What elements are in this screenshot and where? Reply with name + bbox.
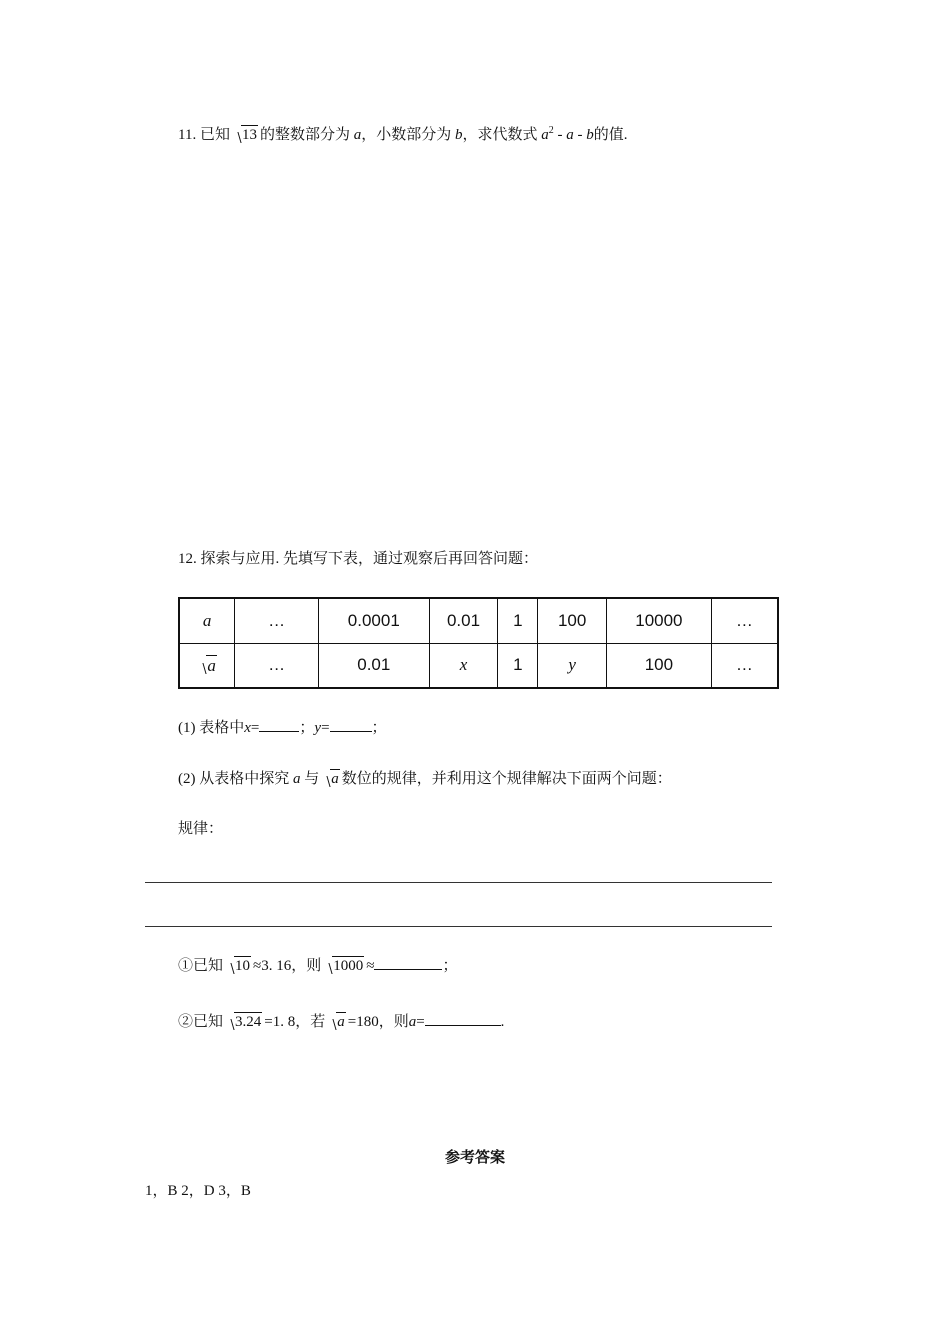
- table-cell: 0.01: [318, 643, 429, 688]
- table-cell-sqrt-a-label: [179, 643, 235, 688]
- table-cell: 1: [498, 643, 538, 688]
- sqrt-3-24: 3.24: [225, 1011, 262, 1033]
- sqrt-a: a: [197, 655, 217, 676]
- table-cell: 1: [498, 598, 538, 643]
- q11-number: 11. 已知: [178, 127, 230, 143]
- answer-blank-y[interactable]: [330, 717, 372, 732]
- table-cell: …: [711, 598, 778, 643]
- rule-answer-line-1[interactable]: [145, 882, 772, 883]
- table-cell: …: [235, 598, 319, 643]
- table-cell: 10000: [607, 598, 712, 643]
- answer-blank-x[interactable]: [259, 717, 299, 732]
- answers-title: 参考答案: [444, 1150, 505, 1166]
- sqrt-13: 13: [232, 124, 258, 146]
- table-cell: …: [235, 643, 319, 688]
- sqrt-1000: 1000: [323, 955, 364, 977]
- table-cell: …: [711, 643, 778, 688]
- answer-blank-a[interactable]: [425, 1011, 501, 1026]
- table-cell: 0.0001: [318, 598, 429, 643]
- sub-question-2: ②已知 3.24 =1. 8，若 a =180，则a= .: [178, 1011, 504, 1033]
- table-cell: 0.01: [429, 598, 498, 643]
- table-cell-a-label: a: [179, 598, 235, 643]
- question-12-intro: 12. 探索与应用. 先填写下表，通过观察后再回答问题：: [178, 551, 539, 567]
- sqrt-a-2: a: [327, 1011, 346, 1033]
- sqrt-10: 10: [225, 955, 251, 977]
- question-11: 11. 已知 13 的整数部分为 a，小数部分为 b，求代数式 $a^2$ - a - b的值.: [178, 120, 628, 146]
- table-cell-y: y: [538, 643, 607, 688]
- table-row: [179, 598, 778, 643]
- table-row: [179, 643, 778, 688]
- table-cell: 100: [538, 598, 607, 643]
- value-table: [178, 597, 779, 689]
- sub-question-1: ①已知 10 ≈3. 16，则 1000 ≈ ；: [178, 955, 458, 977]
- rule-label: 规律：: [178, 821, 224, 837]
- rule-answer-line-2[interactable]: [145, 926, 772, 927]
- answer-blank-sqrt-1000[interactable]: [374, 955, 442, 970]
- part-1: (1) 表格中x= ；y= ；: [178, 717, 387, 739]
- sqrt-a-inline: a: [321, 768, 340, 790]
- table-cell-x: x: [429, 643, 498, 688]
- table-cell: 100: [607, 643, 712, 688]
- answers-line-1: 1，B 2，D 3，B: [145, 1183, 251, 1199]
- part-2: (2) 从表格中探究 a 与 a 数位的规律，并利用这个规律解决下面两个问题：: [178, 768, 672, 790]
